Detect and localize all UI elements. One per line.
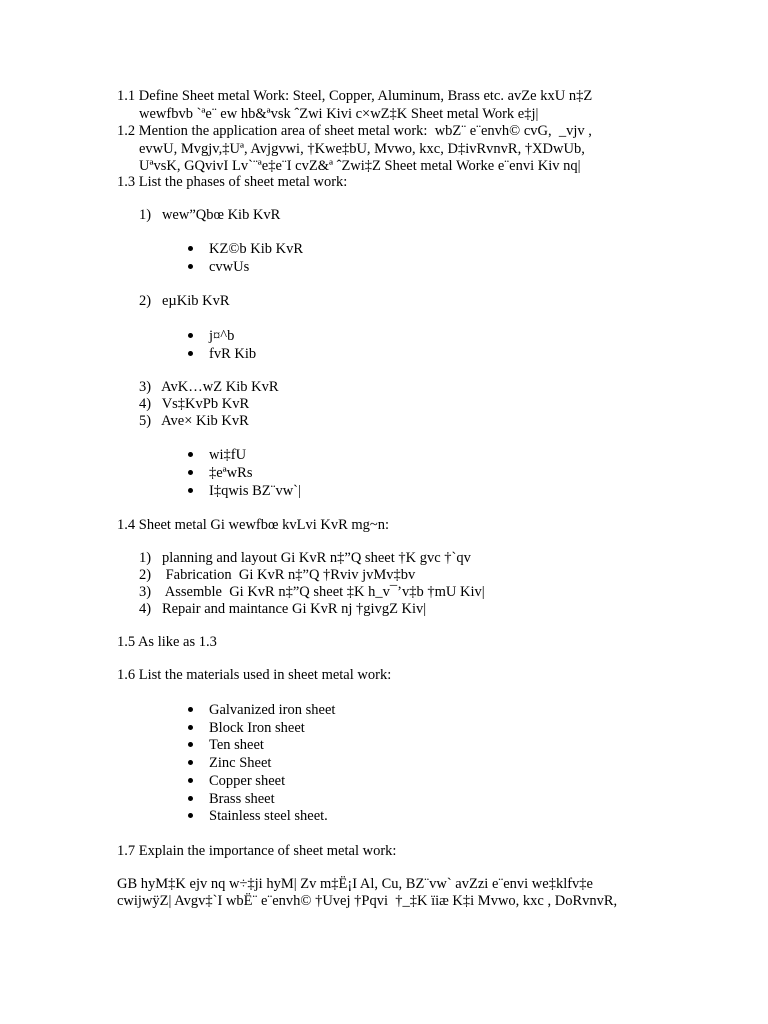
bullet-dot: [188, 246, 193, 251]
s13-p1-item-1: KZ©b Kib KvR: [209, 241, 303, 257]
bullet-dot: [188, 725, 193, 730]
s17-line-1: GB hyM‡K ejv nq w÷‡ji hyM| Zv m‡Ë¡I Al, Cu, BZ¨vw` avZzi e¨envi we‡klfv‡e: [117, 876, 593, 892]
bullet-dot: [188, 351, 193, 356]
s12-line-3: UªvsK, GQvivI Lv`¨ªe‡e¨I cvZ&ª ˆZwi‡Z Sheet metal Worke e¨envi Kiv nq|: [139, 158, 581, 174]
bullet-dot: [188, 333, 193, 338]
s12-line-2: evwU, Mvgjv,‡Uª, Avjgvwi, †Kwe‡bU, Mvwo, kxc, D‡ivRvnvR, †XDwUb,: [139, 141, 585, 157]
bullet-dot: [188, 470, 193, 475]
s13-heading: 1.3 List the phases of sheet metal work:: [117, 174, 348, 190]
bullet-dot: [188, 796, 193, 801]
bullet-dot: [188, 813, 193, 818]
s12-line-1: 1.2 Mention the application area of sheet metal work: wbZ¨ e¨envh© cvG, _vjv ,: [117, 123, 592, 139]
bullet-dot: [188, 742, 193, 747]
s14-item-4: 4) Repair and maintance Gi KvR nj †givgZ Kiv|: [139, 601, 427, 617]
s16-item-3: Ten sheet: [209, 737, 264, 753]
s17-line-2: cwijwÿZ| Avgv‡`I wbË¨ e¨envh© †Uvej †Pqvi †_‡K ïiæ K‡i Mvwo, kxc , DoRvnvR,: [117, 893, 618, 909]
bullet-dot: [188, 488, 193, 493]
bullet-dot: [188, 264, 193, 269]
s14-item-1: 1) planning and layout Gi KvR n‡”Q sheet †K gvc †`qv: [139, 550, 471, 566]
s13-phase-3: 3) AvK…wZ Kib KvR: [139, 379, 279, 395]
s13-phase-5: 5) Ave× Kib KvR: [139, 413, 249, 429]
bullet-dot: [188, 760, 193, 765]
s16-item-6: Brass sheet: [209, 791, 275, 807]
s13-p5-item-1: wi‡fU: [209, 447, 247, 463]
s13-p2-item-2: fvR Kib: [209, 346, 257, 362]
s14-item-3: 3) Assemble Gi KvR n‡”Q sheet ‡K h_v¯’v‡b †mU Kiv|: [139, 584, 485, 600]
bullet-dot: [188, 452, 193, 457]
s16-item-7: Stainless steel sheet.: [209, 808, 328, 824]
s14-heading: 1.4 Sheet metal Gi wewfbœ kvLvi KvR mg~n:: [117, 517, 390, 533]
s11-line-2: wewfbvb `ªe¨ ew hb&ªvsk ˆZwi Kivi c×wZ‡K Sheet metal Work e‡j|: [139, 106, 539, 122]
s16-item-1: Galvanized iron sheet: [209, 702, 336, 718]
s16-item-4: Zinc Sheet: [209, 755, 272, 771]
s13-phase-4: 4) Vs‡KvPb KvR: [139, 396, 250, 412]
bullet-dot: [188, 778, 193, 783]
s11-line-1: 1.1 Define Sheet metal Work: Steel, Copper, Aluminum, Brass etc. avZe kxU n‡Z: [117, 88, 593, 104]
s13-p1-item-2: cvwUs: [209, 259, 250, 275]
bullet-dot: [188, 707, 193, 712]
s16-item-5: Copper sheet: [209, 773, 286, 789]
s13-phase-2: 2) eµKib KvR: [139, 293, 230, 309]
s16-item-2: Block Iron sheet: [209, 720, 305, 736]
s14-item-2: 2) Fabrication Gi KvR n‡”Q †Rviv jvMv‡bv: [139, 567, 416, 583]
s13-p5-item-3: I‡qwis BZ¨vw`|: [209, 483, 301, 499]
s13-p2-item-1: j¤^b: [209, 328, 235, 344]
s16-heading: 1.6 List the materials used in sheet metal work:: [117, 667, 392, 683]
s15-heading: 1.5 As like as 1.3: [117, 634, 217, 650]
s13-p5-item-2: ‡eªwRs: [209, 465, 253, 481]
s13-phase-1: 1) wew”Qbœ Kib KvR: [139, 207, 281, 223]
s17-heading: 1.7 Explain the importance of sheet metal work:: [117, 843, 397, 859]
